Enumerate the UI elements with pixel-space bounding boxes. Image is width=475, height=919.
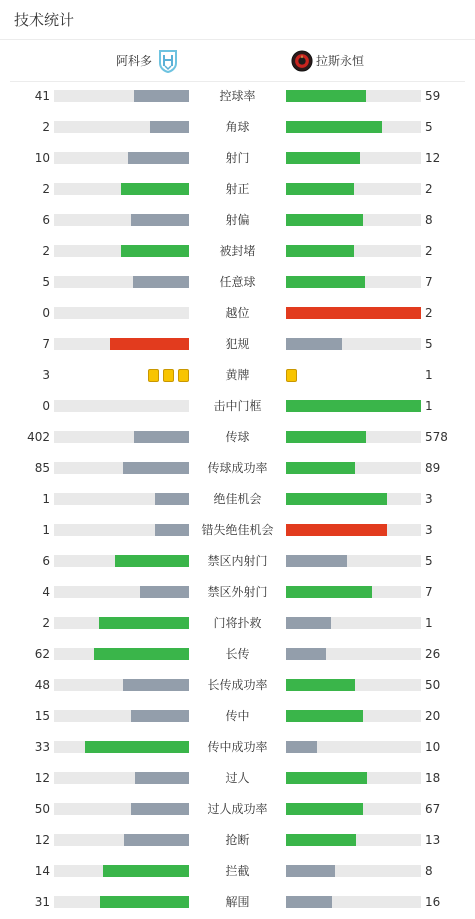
home-stat-bar — [54, 90, 189, 102]
home-stat-value: 402 — [27, 430, 50, 444]
away-stat-value: 13 — [425, 833, 441, 847]
home-stat-bar — [54, 121, 189, 133]
away-stat-bar-fill — [286, 896, 332, 908]
away-stat-bar-fill — [286, 400, 421, 412]
home-stat-bar — [54, 462, 189, 474]
stat-label: 射正 — [225, 182, 250, 196]
stat-row — [0, 236, 475, 267]
away-stat-bar — [286, 121, 421, 133]
away-stat-bar-fill — [286, 803, 363, 815]
away-stat-bar — [286, 524, 421, 536]
away-stat-bar-fill — [286, 710, 363, 722]
away-stat-bar-fill — [286, 276, 365, 288]
stat-label: 错失绝佳机会 — [201, 523, 274, 537]
home-stat-value: 2 — [42, 182, 50, 196]
stat-label: 角球 — [225, 120, 250, 134]
stats-header — [0, 0, 475, 40]
away-stat-bar — [286, 772, 421, 784]
stat-row — [0, 484, 475, 515]
away-stat-bar-fill — [286, 772, 367, 784]
away-team-name: 拉斯永恒 — [316, 54, 365, 68]
stat-label: 抢断 — [225, 833, 250, 847]
stat-row — [0, 112, 475, 143]
home-stat-value: 5 — [42, 275, 50, 289]
home-stat-bar — [54, 772, 189, 784]
home-stat-bar — [54, 400, 189, 412]
stat-row — [0, 329, 475, 360]
away-stat-bar-fill — [286, 183, 354, 195]
away-stat-bar-fill — [286, 679, 355, 691]
away-stat-bar-fill — [286, 462, 355, 474]
away-stat-bar — [286, 896, 421, 908]
away-yellow-cards — [286, 369, 301, 382]
home-stat-bar-fill — [134, 90, 189, 102]
home-stat-bar — [54, 834, 189, 846]
away-stat-bar-fill — [286, 121, 382, 133]
home-stat-bar — [54, 431, 189, 443]
away-stat-bar — [286, 803, 421, 815]
home-stat-bar-fill — [103, 865, 189, 877]
away-stat-value: 89 — [425, 461, 441, 475]
home-stat-value: 33 — [34, 740, 50, 754]
away-stat-value: 1 — [425, 368, 433, 382]
away-stat-bar-fill — [286, 617, 331, 629]
away-stat-bar-fill — [286, 307, 421, 319]
home-stat-value: 31 — [34, 895, 50, 909]
away-stat-bar — [286, 431, 421, 443]
home-stat-bar-fill — [124, 834, 189, 846]
away-stat-value: 12 — [425, 151, 441, 165]
away-stat-bar — [286, 834, 421, 846]
away-stat-value: 10 — [425, 740, 441, 754]
home-stat-bar-fill — [150, 121, 189, 133]
home-stat-bar — [54, 710, 189, 722]
away-stat-value: 59 — [425, 89, 441, 103]
away-stat-value: 1 — [425, 399, 433, 413]
stat-label: 传球成功率 — [207, 461, 268, 475]
home-stat-bar — [54, 338, 189, 350]
stat-row — [0, 391, 475, 422]
home-stat-bar — [54, 865, 189, 877]
away-stat-value: 5 — [425, 554, 433, 568]
away-stat-bar-fill — [286, 152, 360, 164]
stat-label: 绝佳机会 — [213, 492, 262, 506]
away-stat-value: 8 — [425, 213, 433, 227]
away-stat-bar — [286, 741, 421, 753]
away-stat-bar — [286, 617, 421, 629]
away-stat-bar — [286, 400, 421, 412]
yellow-card-icon — [286, 369, 297, 382]
stat-row — [0, 794, 475, 825]
home-stat-bar — [54, 679, 189, 691]
home-stat-bar-fill — [140, 586, 189, 598]
away-stat-value: 67 — [425, 802, 441, 816]
stat-label: 长传成功率 — [207, 678, 268, 692]
home-stat-bar — [54, 586, 189, 598]
home-stat-bar-fill — [128, 152, 189, 164]
away-stat-bar — [286, 493, 421, 505]
away-stat-value: 26 — [425, 647, 441, 661]
away-stat-value: 578 — [425, 430, 448, 444]
yellow-card-icon — [163, 369, 174, 382]
home-stat-value: 1 — [42, 492, 50, 506]
away-stat-bar — [286, 679, 421, 691]
stat-label: 射门 — [225, 151, 250, 165]
home-stat-value: 0 — [42, 306, 50, 320]
away-stat-value: 8 — [425, 864, 433, 878]
home-stat-bar — [54, 617, 189, 629]
away-stat-bar-fill — [286, 524, 387, 536]
stat-row — [0, 763, 475, 794]
stat-label: 越位 — [225, 306, 250, 320]
stat-label: 传球 — [225, 430, 250, 444]
stat-row — [0, 546, 475, 577]
stat-label: 禁区外射门 — [207, 585, 268, 599]
home-stat-value: 62 — [34, 647, 50, 661]
away-stat-value: 5 — [425, 337, 433, 351]
away-stat-value: 3 — [425, 492, 433, 506]
away-stat-value: 7 — [425, 275, 433, 289]
home-stat-bar-fill — [131, 710, 189, 722]
stat-row — [0, 639, 475, 670]
stat-row — [0, 422, 475, 453]
stat-row — [0, 453, 475, 484]
stat-label: 被封堵 — [219, 244, 256, 258]
home-stat-bar — [54, 183, 189, 195]
away-stat-bar-fill — [286, 431, 366, 443]
arkadag-shield-icon — [157, 49, 179, 73]
away-stat-bar-fill — [286, 493, 387, 505]
home-stat-bar-fill — [94, 648, 189, 660]
away-stat-value: 50 — [425, 678, 441, 692]
away-stat-bar — [286, 183, 421, 195]
away-stat-bar-fill — [286, 245, 354, 257]
home-stat-value: 4 — [42, 585, 50, 599]
home-stat-bar-fill — [121, 245, 189, 257]
stat-label: 过人 — [225, 771, 250, 785]
home-stat-bar — [54, 555, 189, 567]
stat-row — [0, 577, 475, 608]
away-stat-value: 5 — [425, 120, 433, 134]
stat-row — [0, 143, 475, 174]
away-stat-bar — [286, 865, 421, 877]
stat-label: 禁区内射门 — [207, 554, 268, 568]
away-stat-bar-fill — [286, 648, 326, 660]
stat-row — [0, 887, 475, 918]
stat-row — [0, 732, 475, 763]
away-stat-bar-fill — [286, 741, 317, 753]
away-stat-bar — [286, 462, 421, 474]
home-stat-value: 3 — [42, 368, 50, 382]
teams-header — [10, 40, 465, 82]
away-stat-value: 18 — [425, 771, 441, 785]
away-stat-bar-fill — [286, 586, 372, 598]
away-stat-bar — [286, 276, 421, 288]
away-stat-bar — [286, 586, 421, 598]
home-stat-bar — [54, 307, 189, 319]
stat-label: 控球率 — [219, 89, 256, 103]
home-stat-bar — [54, 276, 189, 288]
home-stat-bar-fill — [131, 214, 189, 226]
stat-label: 击中门框 — [213, 399, 262, 413]
home-team-name: 阿科多 — [115, 54, 152, 68]
away-stat-value: 1 — [425, 616, 433, 630]
away-team[interactable] — [291, 40, 364, 81]
away-stat-bar — [286, 214, 421, 226]
stat-label: 传中 — [225, 709, 250, 723]
home-stat-value: 0 — [42, 399, 50, 413]
away-stat-bar — [286, 338, 421, 350]
away-stat-value: 20 — [425, 709, 441, 723]
home-stat-bar-fill — [135, 772, 189, 784]
home-stat-bar-fill — [131, 803, 189, 815]
away-stat-value: 16 — [425, 895, 441, 909]
yellow-card-icon — [178, 369, 189, 382]
home-stat-bar — [54, 245, 189, 257]
away-stat-value: 2 — [425, 182, 433, 196]
home-stat-bar — [54, 152, 189, 164]
away-stat-bar — [286, 710, 421, 722]
stat-row — [0, 267, 475, 298]
stat-label: 长传 — [225, 647, 250, 661]
home-stat-value: 12 — [34, 771, 50, 785]
stat-row — [0, 174, 475, 205]
home-stat-value: 48 — [34, 678, 50, 692]
home-stat-value: 1 — [42, 523, 50, 537]
home-stat-value: 50 — [34, 802, 50, 816]
stat-label: 黄牌 — [225, 368, 250, 382]
away-stat-bar-fill — [286, 555, 347, 567]
page-title: 技术统计 — [14, 11, 75, 29]
ravshan-round-crest-icon — [291, 49, 313, 73]
away-stat-bar — [286, 555, 421, 567]
home-team[interactable] — [116, 40, 179, 81]
stat-row — [0, 670, 475, 701]
away-stat-value: 7 — [425, 585, 433, 599]
stat-label: 射偏 — [225, 213, 250, 227]
home-stat-bar-fill — [99, 617, 189, 629]
stat-row — [0, 360, 475, 391]
stat-label: 犯规 — [225, 337, 250, 351]
away-stat-bar-fill — [286, 90, 366, 102]
home-stat-bar-fill — [155, 493, 189, 505]
stat-label: 过人成功率 — [207, 802, 268, 816]
home-stat-value: 2 — [42, 616, 50, 630]
home-stat-bar — [54, 493, 189, 505]
home-stat-bar — [54, 741, 189, 753]
stat-label: 传中成功率 — [207, 740, 268, 754]
stat-row — [0, 81, 475, 112]
home-stat-value: 41 — [34, 89, 50, 103]
stat-row — [0, 515, 475, 546]
stat-row — [0, 701, 475, 732]
home-stat-value: 85 — [34, 461, 50, 475]
away-stat-bar — [286, 245, 421, 257]
home-stat-bar-fill — [123, 679, 189, 691]
home-stat-bar — [54, 648, 189, 660]
stat-row — [0, 205, 475, 236]
home-stat-bar-fill — [110, 338, 189, 350]
home-stat-value: 6 — [42, 213, 50, 227]
home-stat-bar-fill — [134, 431, 189, 443]
home-stat-bar-fill — [115, 555, 189, 567]
away-stat-bar — [286, 90, 421, 102]
stat-row — [0, 298, 475, 329]
home-stat-value: 7 — [42, 337, 50, 351]
stat-label: 任意球 — [219, 275, 256, 289]
away-stat-value: 3 — [425, 523, 433, 537]
stat-label: 拦截 — [225, 864, 250, 878]
home-stat-bar — [54, 803, 189, 815]
home-stat-value: 14 — [34, 864, 50, 878]
away-stat-value: 2 — [425, 306, 433, 320]
away-stat-bar-fill — [286, 834, 356, 846]
away-stat-bar — [286, 152, 421, 164]
stat-row — [0, 856, 475, 887]
yellow-card-icon — [148, 369, 159, 382]
stat-label: 解围 — [225, 895, 250, 909]
home-stat-bar — [54, 524, 189, 536]
home-stat-value: 15 — [34, 709, 50, 723]
away-stat-bar — [286, 307, 421, 319]
stat-row — [0, 608, 475, 639]
away-stat-bar-fill — [286, 338, 342, 350]
home-stat-bar-fill — [123, 462, 189, 474]
home-stat-value: 10 — [34, 151, 50, 165]
stat-label: 门将扑救 — [213, 616, 262, 630]
stat-row — [0, 825, 475, 856]
home-stat-bar-fill — [133, 276, 189, 288]
away-stat-bar-fill — [286, 214, 363, 226]
away-stat-bar — [286, 648, 421, 660]
home-stat-value: 2 — [42, 244, 50, 258]
home-stat-bar — [54, 896, 189, 908]
home-yellow-cards — [144, 369, 189, 382]
home-stat-value: 6 — [42, 554, 50, 568]
home-stat-bar — [54, 214, 189, 226]
away-stat-value: 2 — [425, 244, 433, 258]
home-stat-bar-fill — [121, 183, 189, 195]
away-stat-bar-fill — [286, 865, 335, 877]
stats-list — [0, 82, 475, 919]
home-stat-value: 12 — [34, 833, 50, 847]
home-stat-bar-fill — [155, 524, 189, 536]
home-stat-value: 2 — [42, 120, 50, 134]
home-stat-bar-fill — [85, 741, 189, 753]
home-stat-bar-fill — [100, 896, 189, 908]
